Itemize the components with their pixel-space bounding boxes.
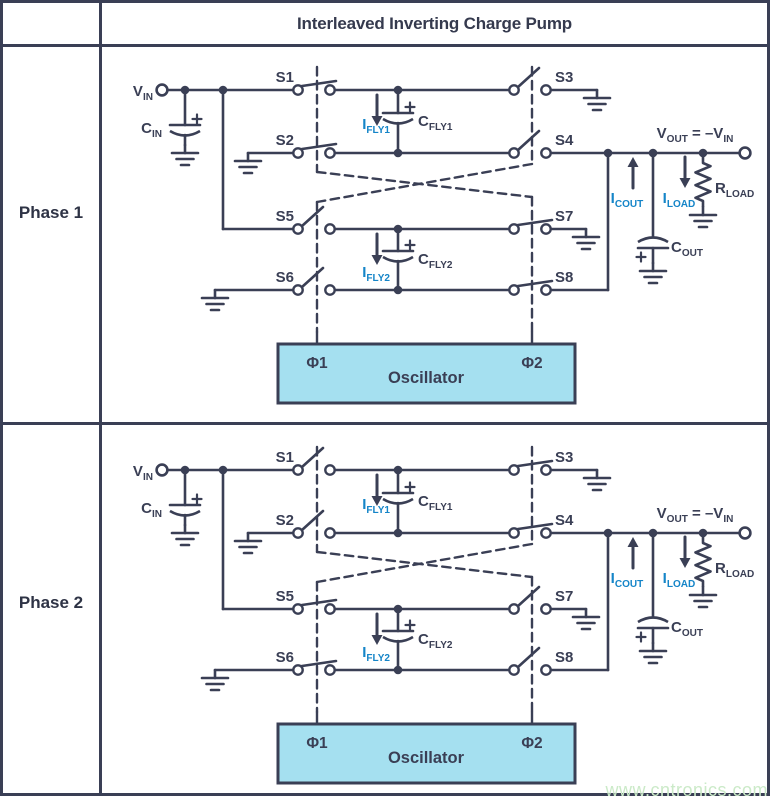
switch-label: S8	[555, 269, 574, 286]
s6-ground-icon	[202, 670, 228, 690]
s7-ground-icon	[573, 229, 599, 249]
cin-label: $C_{IN}$	[141, 120, 162, 140]
vin-label: $V_{IN}$	[132, 463, 153, 483]
switch-label: S1	[275, 69, 294, 86]
phase2-circuit	[100, 425, 770, 798]
switch-label: S3	[555, 69, 574, 86]
current-arrow-down	[372, 614, 383, 645]
switch-label: S6	[275, 649, 294, 666]
switch-label: S1	[275, 449, 294, 466]
switch-label: S5	[275, 588, 294, 605]
switch-label: S2	[275, 132, 294, 149]
switch-label: S4	[555, 512, 574, 529]
wires	[168, 470, 739, 670]
rload-ground-icon	[690, 587, 716, 607]
rload-label: $R_{LOAD}$	[715, 560, 755, 580]
vout-terminal	[740, 148, 751, 159]
iload-label: $I_{LOAD}$	[662, 570, 696, 590]
s7-ground-icon	[573, 609, 599, 629]
phi1-label: Φ1	[306, 735, 328, 752]
phase2-label-cell	[3, 425, 99, 793]
cin-label: $C_{IN}$	[141, 500, 162, 520]
cout-label: $C_{OUT}$	[671, 239, 704, 259]
switch-label: S5	[275, 208, 294, 225]
phase-control-dashed-lines	[317, 67, 532, 344]
phase2-label: Phase 2	[18, 593, 84, 612]
phase1-label-cell	[3, 47, 99, 422]
phase1-label: Phase 1	[18, 202, 84, 222]
oscillator-block	[278, 724, 575, 783]
current-arrow-down	[680, 537, 691, 568]
phase1-circuit-svg	[100, 45, 770, 422]
rload-label: $R_{LOAD}$	[715, 180, 755, 200]
ifly1-label: $I_{FLY1}$	[362, 116, 390, 136]
icout-label: $I_{COUT}$	[610, 190, 644, 210]
cfly1-label: $C_{FLY1}$	[418, 113, 453, 133]
s3-ground-icon	[584, 90, 610, 110]
ifly2-label: $I_{FLY2}$	[362, 264, 390, 284]
cfly2-label: $C_{FLY2}$	[418, 631, 453, 651]
watermark: www.cntronics.com	[605, 780, 768, 800]
oscillator-label: Oscillator	[387, 369, 465, 387]
switch-label: S8	[555, 649, 574, 666]
rload-ground-icon	[690, 207, 716, 227]
current-arrow-up	[628, 157, 639, 188]
page-title: Interleaved Inverting Charge Pump	[297, 13, 572, 33]
cout-ground-icon	[640, 263, 666, 283]
s2-ground-icon	[235, 533, 261, 553]
current-arrow-down	[680, 157, 691, 188]
ifly1-label: $I_{FLY1}$	[362, 496, 390, 516]
vout-label: $V_{OUT} = -V_{IN}$	[656, 125, 734, 145]
phi2-label: Φ2	[521, 735, 543, 752]
switch-label: S2	[275, 512, 294, 529]
phi1-label: Φ1	[306, 355, 328, 372]
vin-terminal	[157, 85, 168, 96]
cout-label: $C_{OUT}$	[671, 619, 704, 639]
cin-ground-icon	[172, 525, 198, 545]
vin-label: $V_{IN}$	[132, 83, 153, 103]
current-arrow-down	[372, 234, 383, 265]
vin-terminal	[157, 465, 168, 476]
s6-ground-icon	[202, 290, 228, 310]
cfly1-label: $C_{FLY1}$	[418, 493, 453, 513]
switch-label: S3	[555, 449, 574, 466]
phase1-circuit	[100, 45, 770, 427]
switch-label: S7	[555, 588, 574, 605]
cin-ground-icon	[172, 145, 198, 165]
switch-label: S7	[555, 208, 574, 225]
rload-resistor	[696, 533, 711, 587]
vout-terminal	[740, 528, 751, 539]
phi2-label: Φ2	[521, 355, 543, 372]
current-arrow-down	[372, 95, 383, 126]
switch-label: S6	[275, 269, 294, 286]
header-cell	[102, 3, 767, 44]
oscillator-block	[278, 344, 575, 403]
rload-resistor	[696, 153, 711, 207]
cfly2-label: $C_{FLY2}$	[418, 251, 453, 271]
phase-control-dashed-lines	[317, 447, 532, 724]
vout-label: $V_{OUT} = -V_{IN}$	[656, 505, 734, 525]
ifly2-label: $I_{FLY2}$	[362, 644, 390, 664]
current-arrow-down	[372, 475, 383, 506]
s3-ground-icon	[584, 470, 610, 490]
header-empty-cell	[3, 3, 99, 44]
current-arrow-up	[628, 537, 639, 568]
cout-ground-icon	[640, 643, 666, 663]
wires	[168, 90, 739, 290]
s2-ground-icon	[235, 153, 261, 173]
phase2-circuit-svg	[100, 425, 770, 793]
switch-label: S4	[555, 132, 574, 149]
oscillator-label: Oscillator	[387, 749, 465, 767]
icout-label: $I_{COUT}$	[610, 570, 644, 590]
iload-label: $I_{LOAD}$	[662, 190, 696, 210]
